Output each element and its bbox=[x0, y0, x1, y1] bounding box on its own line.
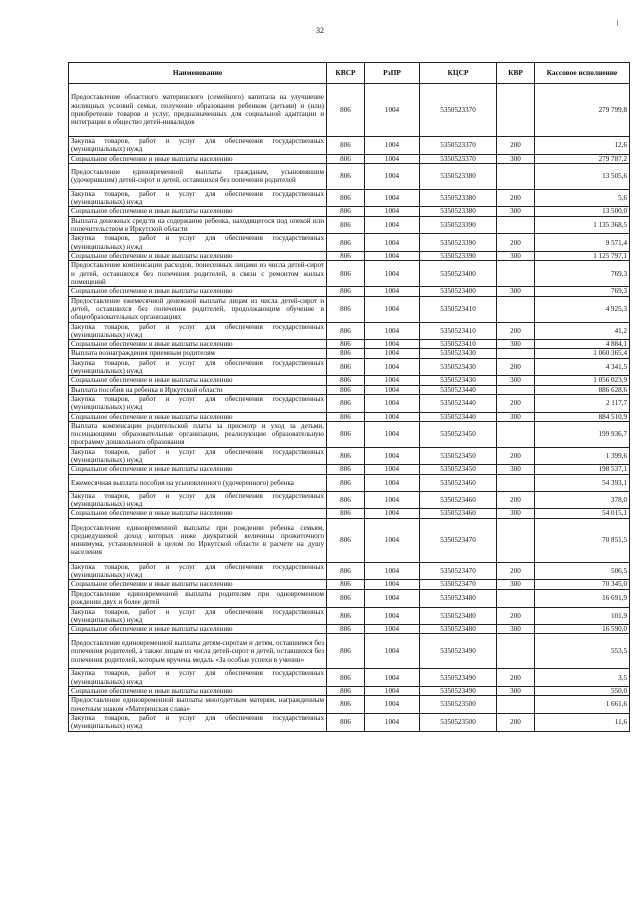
cell-kcsr: 5350523460 bbox=[420, 491, 497, 509]
table-row bbox=[69, 421, 630, 447]
cell-kvsr: 806 bbox=[327, 358, 365, 376]
cell-kvsr: 806 bbox=[327, 669, 365, 687]
cell-rzpr: 1004 bbox=[365, 163, 420, 189]
cell-kcsr: 5350523390 bbox=[420, 216, 497, 234]
table-row bbox=[69, 261, 630, 287]
cell-kcsr: 5350523490 bbox=[420, 634, 497, 669]
cell-name: Закупка товаров, работ и услуг для обеспечения государственных (муниципальных) нужд bbox=[69, 562, 327, 580]
cell-kvsr: 806 bbox=[327, 607, 365, 625]
cell-kvsr: 806 bbox=[327, 385, 365, 394]
table-row bbox=[69, 340, 630, 349]
table-row bbox=[69, 474, 630, 491]
cell-name: Предоставление областного материнского (семейного) капитала на улучшение жилищных условий семьи, получение образования ребенком (детьми) и (или) приобретение товаров и услуг, предназначенных для социальной адаптации и интеграции в общество детей-инвалидов bbox=[69, 84, 327, 137]
cell-amount: 70 345,0 bbox=[535, 580, 630, 589]
table-row bbox=[69, 251, 630, 260]
cell-rzpr: 1004 bbox=[365, 562, 420, 580]
cell-amount: 378,0 bbox=[535, 491, 630, 509]
cell-amount: 199 936,7 bbox=[535, 421, 630, 447]
cell-name: Закупка товаров, работ и услуг для обеспечения государственных (муниципальных) нужд bbox=[69, 607, 327, 625]
cell-kcsr: 5350523440 bbox=[420, 385, 497, 394]
cell-amount: 4 341,5 bbox=[535, 358, 630, 376]
cell-kvsr: 806 bbox=[327, 447, 365, 465]
cell-kvr: 300 bbox=[497, 580, 535, 589]
cell-name: Закупка товаров, работ и услуг для обеспечения государственных (муниципальных) нужд bbox=[69, 713, 327, 731]
cell-rzpr: 1004 bbox=[365, 491, 420, 509]
cell-amount: 279 787,2 bbox=[535, 154, 630, 163]
cell-kvsr: 806 bbox=[327, 261, 365, 287]
cell-kcsr: 5350523450 bbox=[420, 465, 497, 474]
cell-amount: 13 500,0 bbox=[535, 207, 630, 216]
table-row bbox=[69, 669, 630, 687]
cell-name: Социальное обеспечение и иные выплаты населению bbox=[69, 207, 327, 216]
cell-name: Предоставление единовременной выплаты гражданам, усыновившим (удочерившим) детей-сирот и детей, оставшихся без попечения родителей bbox=[69, 163, 327, 189]
cell-kvr: 300 bbox=[497, 625, 535, 634]
cell-kcsr: 5350523390 bbox=[420, 251, 497, 260]
cell-kvr: 200 bbox=[497, 234, 535, 252]
cell-kvr bbox=[497, 474, 535, 491]
cell-name: Социальное обеспечение и иные выплаты населению bbox=[69, 580, 327, 589]
cell-kvsr: 806 bbox=[327, 421, 365, 447]
cell-kcsr: 5350523490 bbox=[420, 686, 497, 695]
cell-kcsr: 5350523500 bbox=[420, 696, 497, 714]
cell-name: Социальное обеспечение и иные выплаты населению bbox=[69, 509, 327, 518]
cell-kvr: 200 bbox=[497, 189, 535, 207]
cell-kcsr: 5350523430 bbox=[420, 349, 497, 358]
cell-rzpr: 1004 bbox=[365, 216, 420, 234]
table-row bbox=[69, 491, 630, 509]
cell-kvr: 200 bbox=[497, 669, 535, 687]
cell-kvsr: 806 bbox=[327, 137, 365, 155]
cell-amount: 13 505,6 bbox=[535, 163, 630, 189]
cell-name: Закупка товаров, работ и услуг для обеспечения государственных (муниципальных) нужд bbox=[69, 358, 327, 376]
cell-name: Закупка товаров, работ и услуг для обеспечения государственных (муниципальных) нужд bbox=[69, 322, 327, 340]
cell-rzpr: 1004 bbox=[365, 412, 420, 421]
cell-rzpr: 1004 bbox=[365, 287, 420, 296]
cell-name: Ежемесячная выплата пособия на усыновленного (удочеренного) ребенка bbox=[69, 474, 327, 491]
table-row bbox=[69, 154, 630, 163]
cell-amount: 54 015,1 bbox=[535, 509, 630, 518]
table-row bbox=[69, 376, 630, 385]
cell-name: Социальное обеспечение и иные выплаты населению bbox=[69, 251, 327, 260]
cell-amount: 769,3 bbox=[535, 261, 630, 287]
cell-rzpr: 1004 bbox=[365, 474, 420, 491]
cell-rzpr: 1004 bbox=[365, 137, 420, 155]
cell-kvr bbox=[497, 518, 535, 562]
table-row bbox=[69, 189, 630, 207]
cell-kvsr: 806 bbox=[327, 518, 365, 562]
cell-kcsr: 5350523380 bbox=[420, 163, 497, 189]
cell-kcsr: 5350523470 bbox=[420, 518, 497, 562]
cell-kvr bbox=[497, 385, 535, 394]
cell-amount: 506,5 bbox=[535, 562, 630, 580]
cell-kvsr: 806 bbox=[327, 251, 365, 260]
cell-kvsr: 806 bbox=[327, 163, 365, 189]
cell-kvr: 300 bbox=[497, 340, 535, 349]
cell-amount: 3,5 bbox=[535, 669, 630, 687]
table-row bbox=[69, 465, 630, 474]
cell-kvsr: 806 bbox=[327, 207, 365, 216]
cell-kcsr: 5350523370 bbox=[420, 137, 497, 155]
cell-kvsr: 806 bbox=[327, 509, 365, 518]
cell-kcsr: 5350523410 bbox=[420, 322, 497, 340]
cell-kvr: 200 bbox=[497, 137, 535, 155]
cell-kvr: 300 bbox=[497, 154, 535, 163]
table-row bbox=[69, 349, 630, 358]
cell-kcsr: 5350523460 bbox=[420, 474, 497, 491]
cell-rzpr: 1004 bbox=[365, 207, 420, 216]
table-row bbox=[69, 385, 630, 394]
cell-kvsr: 806 bbox=[327, 465, 365, 474]
cell-rzpr: 1004 bbox=[365, 421, 420, 447]
cell-rzpr: 1004 bbox=[365, 385, 420, 394]
cell-kvsr: 806 bbox=[327, 580, 365, 589]
cell-amount: 5,6 bbox=[535, 189, 630, 207]
cell-kvsr: 806 bbox=[327, 340, 365, 349]
cell-name: Социальное обеспечение и иные выплаты населению bbox=[69, 686, 327, 695]
cell-amount: 16 590,0 bbox=[535, 625, 630, 634]
cell-rzpr: 1004 bbox=[365, 394, 420, 412]
cell-amount: 886 628,6 bbox=[535, 385, 630, 394]
cell-rzpr: 1004 bbox=[365, 234, 420, 252]
cell-name: Закупка товаров, работ и услуг для обеспечения государственных (муниципальных) нужд bbox=[69, 137, 327, 155]
cell-kvr bbox=[497, 261, 535, 287]
table-header-row bbox=[69, 63, 630, 84]
cell-kcsr: 5350523380 bbox=[420, 189, 497, 207]
cell-rzpr: 1004 bbox=[365, 340, 420, 349]
table-row bbox=[69, 607, 630, 625]
cell-kvr: 300 bbox=[497, 376, 535, 385]
cell-rzpr: 1004 bbox=[365, 376, 420, 385]
table-row bbox=[69, 84, 630, 137]
cell-kcsr: 5350523450 bbox=[420, 447, 497, 465]
cell-name: Предоставление единовременной выплаты родителям при одновременном рождении двух и более детей bbox=[69, 589, 327, 607]
header-kcsr: КЦСР bbox=[420, 63, 497, 84]
cell-kvsr: 806 bbox=[327, 349, 365, 358]
cell-amount: 70 851,5 bbox=[535, 518, 630, 562]
cell-kvr bbox=[497, 84, 535, 137]
cell-kvr: 300 bbox=[497, 509, 535, 518]
cell-name: Закупка товаров, работ и услуг для обеспечения государственных (муниципальных) нужд bbox=[69, 669, 327, 687]
cell-amount: 41,2 bbox=[535, 322, 630, 340]
scan-mark bbox=[617, 20, 618, 26]
cell-amount: 1 661,6 bbox=[535, 696, 630, 714]
cell-kcsr: 5350523370 bbox=[420, 84, 497, 137]
cell-kvsr: 806 bbox=[327, 589, 365, 607]
cell-rzpr: 1004 bbox=[365, 84, 420, 137]
cell-rzpr: 1004 bbox=[365, 669, 420, 687]
cell-rzpr: 1004 bbox=[365, 296, 420, 322]
cell-rzpr: 1004 bbox=[365, 580, 420, 589]
cell-amount: 101,9 bbox=[535, 607, 630, 625]
table-row bbox=[69, 358, 630, 376]
cell-name: Предоставление единовременной выплаты многодетным матерям, награжденным почетным знаком «Материнская слава» bbox=[69, 696, 327, 714]
cell-kcsr: 5350523440 bbox=[420, 394, 497, 412]
cell-amount: 16 691,9 bbox=[535, 589, 630, 607]
cell-rzpr: 1004 bbox=[365, 189, 420, 207]
cell-amount: 4 884,1 bbox=[535, 340, 630, 349]
cell-name: Социальное обеспечение и иные выплаты населению bbox=[69, 287, 327, 296]
cell-name: Социальное обеспечение и иные выплаты населению bbox=[69, 625, 327, 634]
table-row bbox=[69, 234, 630, 252]
header-rzpr: РзПР bbox=[365, 63, 420, 84]
cell-kvr: 200 bbox=[497, 713, 535, 731]
cell-kvsr: 806 bbox=[327, 376, 365, 385]
cell-kcsr: 5350523480 bbox=[420, 607, 497, 625]
cell-kvr: 300 bbox=[497, 686, 535, 695]
table-row bbox=[69, 509, 630, 518]
cell-kvr bbox=[497, 634, 535, 669]
table-row bbox=[69, 562, 630, 580]
cell-rzpr: 1004 bbox=[365, 358, 420, 376]
cell-amount: 769,3 bbox=[535, 287, 630, 296]
cell-kvsr: 806 bbox=[327, 189, 365, 207]
table-row bbox=[69, 296, 630, 322]
cell-rzpr: 1004 bbox=[365, 518, 420, 562]
cell-rzpr: 1004 bbox=[365, 686, 420, 695]
page-number: 32 bbox=[316, 26, 324, 35]
cell-name: Социальное обеспечение и иные выплаты населению bbox=[69, 465, 327, 474]
cell-name: Социальное обеспечение и иные выплаты населению bbox=[69, 340, 327, 349]
cell-rzpr: 1004 bbox=[365, 465, 420, 474]
cell-kvr: 200 bbox=[497, 562, 535, 580]
table-row bbox=[69, 287, 630, 296]
cell-name: Закупка товаров, работ и услуг для обеспечения государственных (муниципальных) нужд bbox=[69, 447, 327, 465]
cell-kcsr: 5350523440 bbox=[420, 412, 497, 421]
budget-table bbox=[68, 62, 630, 732]
cell-kvr: 300 bbox=[497, 287, 535, 296]
cell-kvsr: 806 bbox=[327, 491, 365, 509]
cell-kvr bbox=[497, 296, 535, 322]
cell-rzpr: 1004 bbox=[365, 251, 420, 260]
table-row bbox=[69, 207, 630, 216]
cell-rzpr: 1004 bbox=[365, 589, 420, 607]
table-row bbox=[69, 216, 630, 234]
cell-kvr bbox=[497, 589, 535, 607]
cell-amount: 2 117,7 bbox=[535, 394, 630, 412]
cell-kvr: 300 bbox=[497, 207, 535, 216]
cell-kcsr: 5350523450 bbox=[420, 421, 497, 447]
cell-kcsr: 5350523370 bbox=[420, 154, 497, 163]
cell-amount: 1 135 368,5 bbox=[535, 216, 630, 234]
cell-kvr bbox=[497, 349, 535, 358]
cell-rzpr: 1004 bbox=[365, 625, 420, 634]
cell-kvr: 200 bbox=[497, 491, 535, 509]
table-row bbox=[69, 322, 630, 340]
cell-kcsr: 5350523430 bbox=[420, 376, 497, 385]
cell-kvr: 300 bbox=[497, 251, 535, 260]
cell-name: Предоставление компенсации расходов, понесенных лицами из числа детей-сирот и детей, оставшихся без попечения родителей, в связи с ремонтом жилых помещений bbox=[69, 261, 327, 287]
table-row bbox=[69, 625, 630, 634]
cell-kcsr: 5350523490 bbox=[420, 669, 497, 687]
cell-rzpr: 1004 bbox=[365, 447, 420, 465]
cell-name: Социальное обеспечение и иные выплаты населению bbox=[69, 154, 327, 163]
cell-rzpr: 1004 bbox=[365, 349, 420, 358]
table-body bbox=[69, 84, 630, 732]
cell-rzpr: 1004 bbox=[365, 154, 420, 163]
cell-kvr: 200 bbox=[497, 447, 535, 465]
cell-rzpr: 1004 bbox=[365, 607, 420, 625]
cell-name: Предоставление единовременной выплаты детям-сиротам и детям, оставшимся без попечения родителей, а также лицам из числа детей-сирот и детей, оставшихся без попечения родителей, которым вручена медаль «За особые успехи в учении» bbox=[69, 634, 327, 669]
cell-name: Закупка товаров, работ и услуг для обеспечения государственных (муниципальных) нужд bbox=[69, 394, 327, 412]
table-row bbox=[69, 696, 630, 714]
cell-kvr: 300 bbox=[497, 465, 535, 474]
cell-amount: 11,6 bbox=[535, 713, 630, 731]
cell-amount: 553,5 bbox=[535, 634, 630, 669]
cell-rzpr: 1004 bbox=[365, 634, 420, 669]
cell-kvsr: 806 bbox=[327, 322, 365, 340]
cell-kcsr: 5350523390 bbox=[420, 234, 497, 252]
cell-kcsr: 5350523480 bbox=[420, 589, 497, 607]
table-row bbox=[69, 394, 630, 412]
cell-kcsr: 5350523430 bbox=[420, 358, 497, 376]
cell-kvr bbox=[497, 163, 535, 189]
cell-amount: 4 925,3 bbox=[535, 296, 630, 322]
cell-kvsr: 806 bbox=[327, 394, 365, 412]
cell-kvr: 200 bbox=[497, 322, 535, 340]
cell-kvsr: 806 bbox=[327, 154, 365, 163]
cell-kvsr: 806 bbox=[327, 234, 365, 252]
cell-name: Закупка товаров, работ и услуг для обеспечения государственных (муниципальных) нужд bbox=[69, 234, 327, 252]
cell-kcsr: 5350523500 bbox=[420, 713, 497, 731]
cell-name: Закупка товаров, работ и услуг для обеспечения государственных (муниципальных) нужд bbox=[69, 189, 327, 207]
cell-kvr bbox=[497, 696, 535, 714]
cell-kvr: 200 bbox=[497, 607, 535, 625]
cell-name: Предоставление ежемесячной денежной выплаты лицам из числа детей-сирот и детей, оставшихся без попечения родителей, продолжающим обучение в общеобразовательных организациях bbox=[69, 296, 327, 322]
table-row bbox=[69, 713, 630, 731]
cell-kvr bbox=[497, 216, 535, 234]
cell-kvsr: 806 bbox=[327, 84, 365, 137]
cell-kvsr: 806 bbox=[327, 412, 365, 421]
cell-name: Выплата компенсации родительской платы за присмотр и уход за детьми, посещающими образовательные организации, реализующие образовательную программу дошкольного образования bbox=[69, 421, 327, 447]
cell-kcsr: 5350523380 bbox=[420, 207, 497, 216]
cell-amount: 279 799,8 bbox=[535, 84, 630, 137]
table-row bbox=[69, 634, 630, 669]
cell-rzpr: 1004 bbox=[365, 322, 420, 340]
header-kvsr: КВСР bbox=[327, 63, 365, 84]
cell-name: Социальное обеспечение и иные выплаты населению bbox=[69, 412, 327, 421]
cell-kcsr: 5350523400 bbox=[420, 261, 497, 287]
cell-rzpr: 1004 bbox=[365, 509, 420, 518]
cell-kvsr: 806 bbox=[327, 696, 365, 714]
cell-kvsr: 806 bbox=[327, 474, 365, 491]
cell-kcsr: 5350523480 bbox=[420, 625, 497, 634]
cell-kvr: 200 bbox=[497, 394, 535, 412]
cell-name: Выплата вознаграждения приемным родителям bbox=[69, 349, 327, 358]
table-row bbox=[69, 518, 630, 562]
cell-amount: 12,6 bbox=[535, 137, 630, 155]
cell-kcsr: 5350523400 bbox=[420, 287, 497, 296]
cell-kvr bbox=[497, 421, 535, 447]
cell-amount: 54 393,1 bbox=[535, 474, 630, 491]
cell-rzpr: 1004 bbox=[365, 713, 420, 731]
cell-name: Предоставление единовременной выплаты при рождении ребенка семьям, среднедушевой доход которых ниже двукратной величины прожиточного минимума, установленной в целом по Иркутской области в расчете на душу населения bbox=[69, 518, 327, 562]
cell-kcsr: 5350523460 bbox=[420, 509, 497, 518]
cell-amount: 1 056 023,9 bbox=[535, 376, 630, 385]
cell-amount: 884 510,9 bbox=[535, 412, 630, 421]
cell-kvsr: 806 bbox=[327, 713, 365, 731]
cell-kvsr: 806 bbox=[327, 287, 365, 296]
cell-kvsr: 806 bbox=[327, 296, 365, 322]
cell-name: Выплата пособия на ребенка в Иркутской области bbox=[69, 385, 327, 394]
table-row bbox=[69, 686, 630, 695]
cell-name: Социальное обеспечение и иные выплаты населению bbox=[69, 376, 327, 385]
table-row bbox=[69, 580, 630, 589]
cell-kvsr: 806 bbox=[327, 562, 365, 580]
table-row bbox=[69, 163, 630, 189]
cell-kcsr: 5350523470 bbox=[420, 562, 497, 580]
cell-kvsr: 806 bbox=[327, 216, 365, 234]
table-row bbox=[69, 589, 630, 607]
table-row bbox=[69, 137, 630, 155]
cell-rzpr: 1004 bbox=[365, 696, 420, 714]
cell-kvsr: 806 bbox=[327, 686, 365, 695]
cell-kvr: 200 bbox=[497, 358, 535, 376]
table-row bbox=[69, 447, 630, 465]
cell-kvsr: 806 bbox=[327, 634, 365, 669]
cell-kvsr: 806 bbox=[327, 625, 365, 634]
header-kvr: КВР bbox=[497, 63, 535, 84]
cell-amount: 1 125 797,1 bbox=[535, 251, 630, 260]
header-name: Наименование bbox=[69, 63, 327, 84]
cell-kcsr: 5350523470 bbox=[420, 580, 497, 589]
table-row bbox=[69, 412, 630, 421]
cell-name: Закупка товаров, работ и услуг для обеспечения государственных (муниципальных) нужд bbox=[69, 491, 327, 509]
cell-amount: 550,0 bbox=[535, 686, 630, 695]
cell-amount: 198 537,1 bbox=[535, 465, 630, 474]
cell-rzpr: 1004 bbox=[365, 261, 420, 287]
cell-amount: 9 571,4 bbox=[535, 234, 630, 252]
cell-kcsr: 5350523410 bbox=[420, 340, 497, 349]
cell-kvr: 300 bbox=[497, 412, 535, 421]
header-amount: Кассовое исполнение bbox=[535, 63, 630, 84]
cell-amount: 1 060 365,4 bbox=[535, 349, 630, 358]
cell-kcsr: 5350523410 bbox=[420, 296, 497, 322]
cell-amount: 1 399,6 bbox=[535, 447, 630, 465]
cell-name: Выплата денежных средств на содержание ребенка, находящегося под опекой или попечительством в Иркутской области bbox=[69, 216, 327, 234]
